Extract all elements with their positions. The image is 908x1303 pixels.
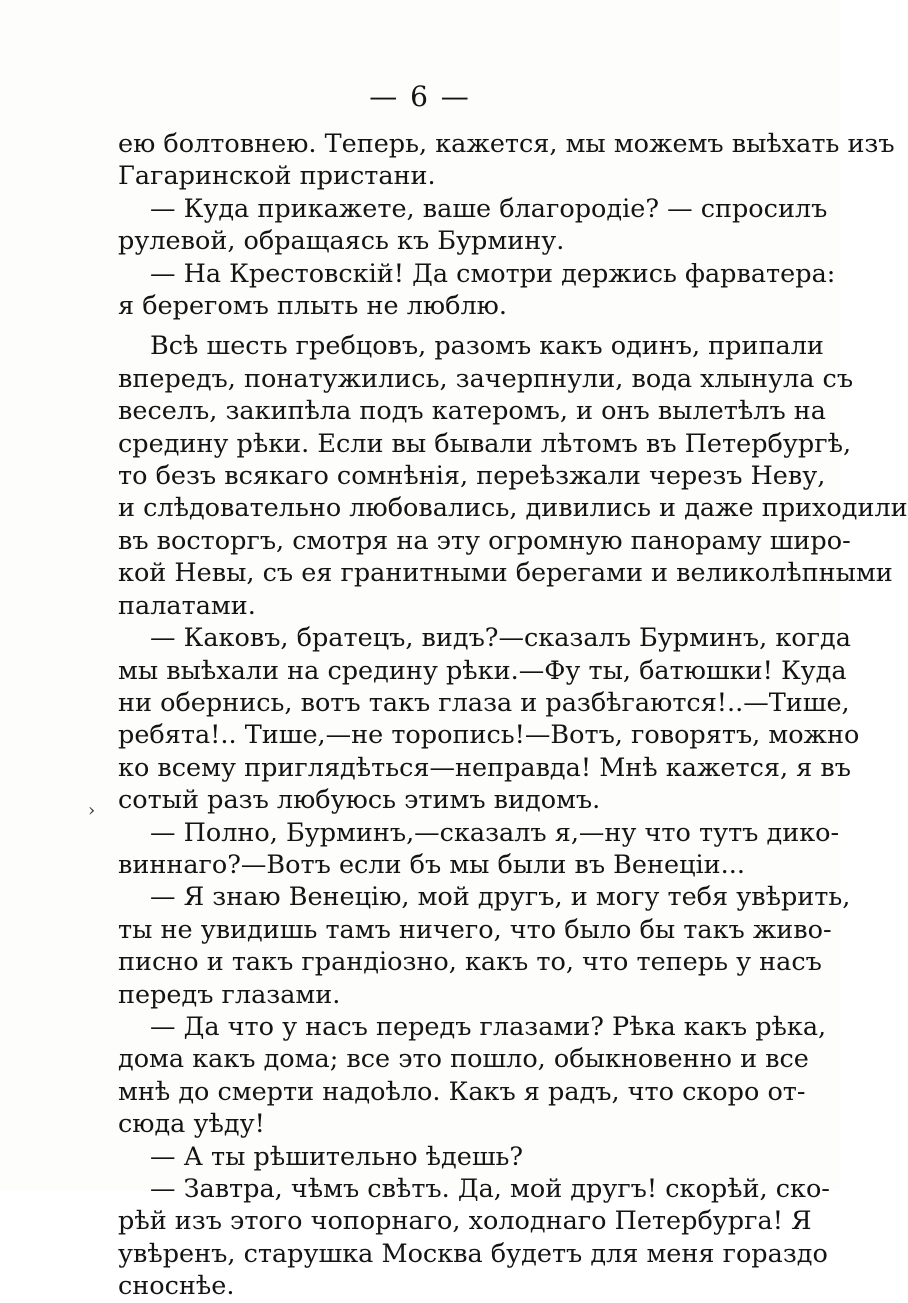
text-line: — А ты рѣшительно ѣдешь? [150,1141,524,1172]
text-line: — Куда прикажете, ваше благородіе? — спросилъ [150,193,828,224]
text-line: сотый разъ любуюсь этимъ видомъ. [118,785,601,816]
paragraph [118,817,840,882]
text-line: ребята!.. Тише,—не торопись!—Вотъ, говорятъ, можно [118,720,860,751]
paragraph [118,330,908,622]
text-line: мнѣ до смерти надоѣло. Какъ я радъ, что скоро от- [118,1076,806,1107]
page-number: — 6 — [369,80,471,113]
text-line: веселъ, закипѣла подъ катеромъ, и онъ вылетѣлъ на [118,396,826,427]
stray-print-mark: › [88,800,96,821]
text-line: — Каковъ, братецъ, видъ?—сказалъ Бурминъ, когда [150,623,851,654]
text-line: передъ глазами. [118,979,341,1010]
paragraph-gap [118,322,738,330]
paragraph [118,1141,738,1173]
text-line: ко всему приглядѣться—неправда! Мнѣ кажется, я въ [118,752,851,783]
text-line: дома какъ дома; все это пошло, обыкновенно и все [118,1044,809,1075]
text-line: сноснѣе. [118,1271,235,1302]
text-line: ею болтовнею. Теперь, кажется, мы можемъ выѣхать изъ [118,129,895,159]
text-line: — Да что у насъ передъ глазами? Рѣка какъ рѣка, [150,1011,827,1042]
paragraph [118,881,851,1011]
text-line: Гагаринской пристани. [118,161,436,192]
text-line: виннаго?—Вотъ если бъ мы были въ Венеціи... [118,849,745,880]
paragraph [118,1173,830,1303]
text-line: рулевой, обращаясь къ Бурмину. [118,226,565,257]
text-line: ты не увидишь тамъ ничего, что было бы такъ живо- [118,914,832,945]
text-line: то безъ всякаго сомнѣнія, переѣзжали черезъ Неву, [118,461,826,492]
text-line: — Полно, Бурминъ,—сказалъ я,—ну что тутъ дико- [150,817,840,848]
text-line: кой Невы, съ ея гранитными берегами и великолѣпными [118,558,893,589]
text-line: писно и такъ грандіозно, какъ то, что теперь у насъ [118,947,822,978]
text-line: средину рѣки. Если вы бывали лѣтомъ въ Петербургѣ, [118,428,852,459]
paragraph [118,128,895,193]
page-body-text [118,128,908,1303]
text-line: сюда уѣду! [118,1109,265,1140]
text-line: впередъ, понатужились, зачерпнули, вода хлынула съ [118,363,854,394]
paragraph [118,193,828,258]
text-line: мы выѣхали на средину рѣки.—Фу ты, батюшки! Куда [118,655,847,686]
paragraph [118,258,836,323]
text-line: и слѣдовательно любовались, дивились и даже приходили [118,493,908,524]
paragraph [118,622,860,816]
text-line: — На Крестовскій! Да смотри держись фарватера: [150,258,836,289]
text-line: я берегомъ плыть не люблю. [118,291,507,322]
text-line: Всѣ шесть гребцовъ, разомъ какъ одинъ, припали [150,331,824,362]
text-line: увѣренъ, старушка Москва будетъ для меня гораздо [118,1238,828,1269]
text-line: — Завтра, чѣмъ свѣтъ. Да, мой другъ! скорѣй, ско- [150,1174,830,1204]
text-line: — Я знаю Венецію, мой другъ, и могу тебя увѣрить, [150,882,851,913]
text-line: палатами. [118,590,256,621]
text-line: въ восторгъ, смотря на эту огромную панораму широ- [118,525,851,556]
text-line: рѣй изъ этого чопорнаго, холоднаго Петербурга! Я [118,1206,812,1237]
text-line: ни обернись, вотъ такъ глаза и разбѣгаются!..—Тише, [118,687,850,718]
paragraph [118,1011,827,1141]
